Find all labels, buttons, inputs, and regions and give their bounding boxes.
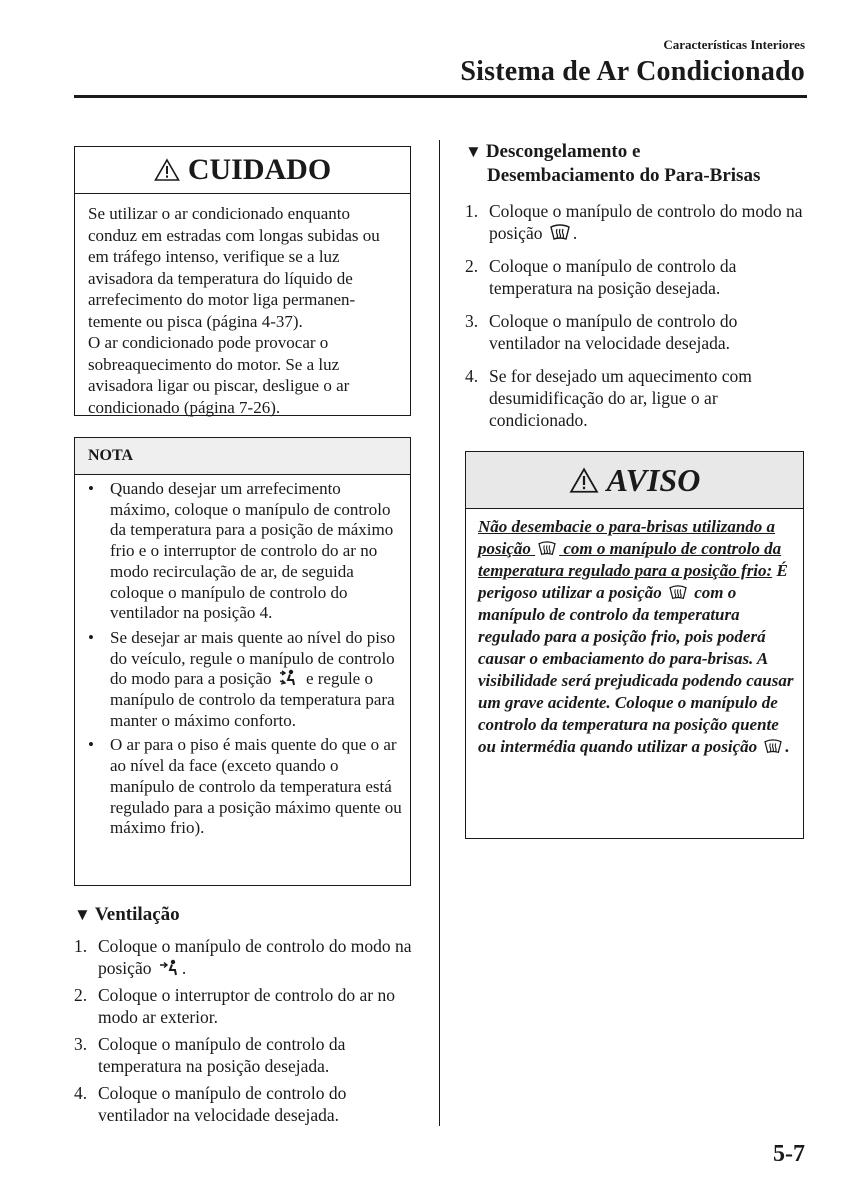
step-text: Coloque o manípulo de controlo do ventilador na velocidade desejada.: [489, 311, 738, 353]
step-number: 3.: [465, 311, 479, 331]
step-item: [465, 365, 810, 431]
triangle-down-icon: ▼: [74, 905, 91, 924]
triangle-down-icon: ▼: [465, 142, 482, 161]
warning-lead-text: Não desembacie o para-brisas utilizando a posição: [478, 517, 776, 558]
step-item: [465, 255, 810, 299]
bullet: •: [88, 627, 94, 647]
step-item: [74, 935, 414, 979]
step-text: Coloque o manípulo de controlo da temperatura na posição desejada.: [489, 256, 737, 298]
section-label: Características Interiores: [663, 37, 805, 52]
step-text: Coloque o manípulo de controlo do modo na posição: [98, 936, 412, 978]
page-title: Sistema de Ar Condicionado: [460, 56, 805, 87]
warning-body: É perigoso utilizar a posição: [478, 561, 788, 602]
defrost-title-line2: Desembaciamento do Para-Brisas: [487, 165, 761, 186]
warning-triangle-icon: [154, 158, 180, 182]
step-number: 3.: [74, 1034, 88, 1054]
step-number: 2.: [465, 256, 479, 276]
warning-lead-text: com o manípulo de controlo da temperatura regulado para a posição frio:: [478, 539, 782, 580]
bi-level-vent-icon: [278, 669, 300, 687]
note-item-text: e regule o manípulo de controlo da temperatura para manter o máximo conforto.: [110, 669, 395, 730]
step-item: [465, 200, 810, 244]
defrost-title-line1: Descongelamento e: [485, 141, 641, 162]
page-number: 5-7: [773, 1141, 805, 1167]
step-number: 2.: [74, 985, 88, 1005]
step-text: Coloque o manípulo de controlo da temperatura na posição desejada.: [98, 1034, 346, 1076]
note-header: NOTA: [75, 438, 410, 475]
bullet: •: [88, 735, 94, 755]
ventilation-section: [74, 903, 414, 1131]
warning-triangle-icon: [569, 467, 599, 494]
step-number: 4.: [74, 1083, 88, 1103]
warning-header: [466, 452, 803, 509]
note-box: [74, 437, 411, 886]
warning-body-end: .: [785, 737, 790, 756]
step-text: Coloque o manípulo de controlo do ventilador na velocidade desejada.: [98, 1083, 347, 1125]
column-divider: [439, 140, 440, 1126]
step-item: [74, 984, 414, 1028]
warning-title: AVISO: [606, 461, 701, 498]
step-text: Coloque o manípulo de controlo do modo na posição: [489, 201, 803, 243]
defrost-heading: [465, 140, 810, 188]
note-item-text: Quando desejar um arrefecimento máximo, coloque o manípulo de controlo da temperatura para a posição de máximo frio e o interruptor de controlo do ar no modo recirculação de ar, de seguida coloque o manípulo de controlo do ventilador na posição 4.: [110, 479, 394, 623]
ventilation-heading: [74, 903, 414, 927]
step-text: Se for desejado um aquecimento com desumidificação do ar, ligue o ar condicionado.: [489, 366, 752, 430]
caution-header: [75, 147, 410, 194]
caution-text: [88, 203, 402, 418]
note-item-text: O ar para o piso é mais quente do que o ar ao nível da face (exceto quando o manípulo de controlo da temperatura está regulado para a posição máximo quente ou máximo frio).: [110, 735, 402, 838]
step-number: 1.: [465, 201, 479, 221]
warning-text: [478, 516, 795, 758]
windshield-defrost-icon: [537, 541, 557, 557]
step-text: .: [572, 223, 578, 243]
face-vent-icon: [158, 959, 180, 977]
defrost-section: [465, 140, 810, 442]
step-item: [74, 1082, 414, 1126]
warning-box: [465, 451, 804, 839]
windshield-defrost-icon: [763, 739, 783, 755]
step-item: [465, 310, 810, 354]
note-item: [88, 479, 402, 624]
header-rule: [74, 95, 807, 98]
warning-body: com o manípulo de controlo da temperatura regulado para a posição frio, pois poderá causar o embaciamento do para-brisas. A visibilidade será prejudicada podendo causar um grave acidente. Coloque o manípulo de controlo da temperatura na posição quente ou intermédia quando utilizar a posição: [478, 583, 794, 756]
step-number: 1.: [74, 936, 88, 956]
windshield-defrost-icon: [549, 224, 571, 242]
windshield-defrost-icon: [668, 585, 688, 601]
warning-lead: [478, 517, 781, 580]
caution-title: CUIDADO: [187, 153, 332, 186]
step-text: Coloque o interruptor de controlo do ar no modo ar exterior.: [98, 985, 395, 1027]
note-list: [88, 479, 402, 843]
ventilation-title: Ventilação: [94, 904, 180, 925]
bullet: •: [88, 479, 94, 498]
note-item-text: Se desejar ar mais quente ao nível do piso do veículo, regule o manípulo de controlo do modo para a posição: [110, 627, 396, 689]
caution-paragraph: O ar condicionado pode provocar o sobreaquecimento do motor. Se a luz avisadora ligar ou piscar, desligue o ar condicionado (página 7-26).: [88, 333, 350, 417]
step-item: [74, 1033, 414, 1077]
caution-paragraph: Se utilizar o ar condicionado enquanto conduz em estradas com longas subidas ou em tráfego intenso, verifique se a luz avisadora da temperatura do líquido de arrefecimento do motor liga permanen- temente ou pisca (página 4-37).: [88, 204, 380, 331]
note-item: [88, 628, 402, 732]
step-number: 4.: [465, 366, 479, 386]
note-item: [88, 735, 402, 839]
ventilation-steps: [74, 935, 414, 1126]
defrost-steps: [465, 200, 810, 431]
step-text: .: [181, 958, 187, 978]
caution-box: [74, 146, 411, 416]
